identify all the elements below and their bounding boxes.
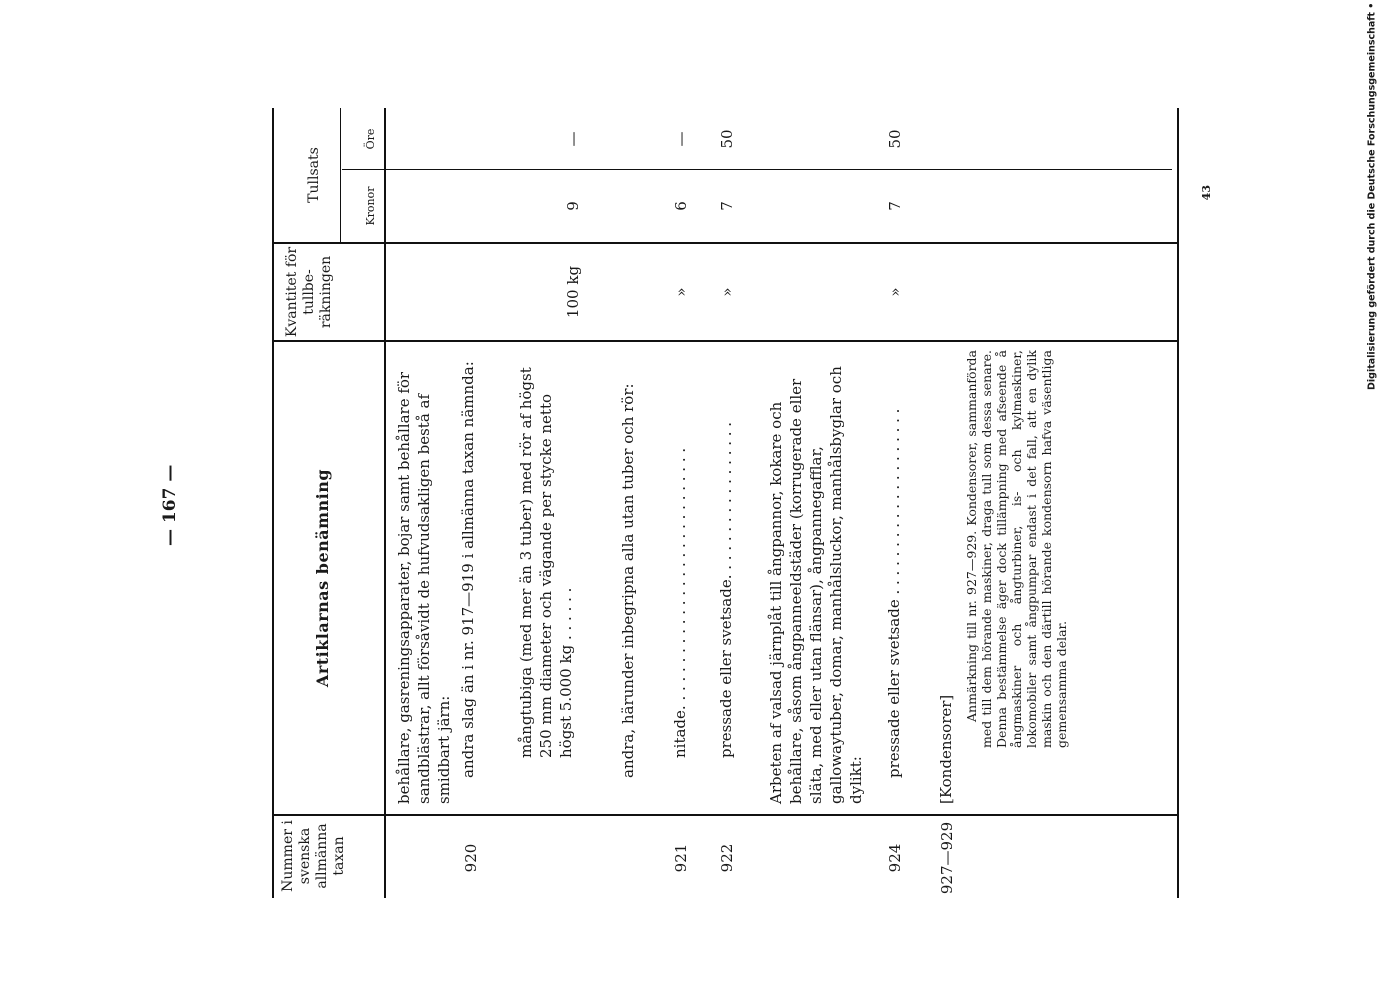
row-924-kronor: 7 xyxy=(886,201,904,211)
row-927-text: [Kondensorer] xyxy=(937,694,955,804)
credit-text: Digitalisierung gefördert durch die Deutsche Forschungsgemeinschaft • xyxy=(1366,2,1378,390)
row-922-kronor: 7 xyxy=(718,201,736,211)
header-article: Artiklarnas benämning xyxy=(313,468,332,688)
row-924-text: pressade eller svetsade . . . . . . . . . . . . . . . . . . . . xyxy=(885,408,903,778)
dfg-credit xyxy=(1362,2,1382,390)
tullsats-subrule xyxy=(340,108,341,242)
table-top-rule xyxy=(272,108,274,898)
row-920b-ore: — xyxy=(564,131,582,147)
row-920-number: 920 xyxy=(462,843,480,873)
row-922-number: 922 xyxy=(718,843,736,873)
header-ore: Öre xyxy=(364,128,377,150)
row-921-text: nitade. . . . . . . . . . . . . . . . . . . . . . . . . . . . xyxy=(671,447,689,758)
header-quantity: Kvantitet för tullbe- räkningen xyxy=(284,246,334,338)
header-tariff: Tullsats xyxy=(306,147,322,203)
row-intro-text: behållare, gasreningsapparater, bojar samt behållare för sandblästrar, allt försåvidt de hufvudsakligen bestå af smidbart järn: xyxy=(395,371,453,804)
row-920-text: andra slag än i nr. 917—919 i allmänna taxan nämnda: xyxy=(459,361,477,778)
row-920b-quantity: 100 kg xyxy=(564,265,582,319)
page-number: — 167 — xyxy=(160,464,180,546)
row-922-ore: 50 xyxy=(718,129,736,149)
row-924-quantity: » xyxy=(886,287,904,297)
row-921-ore: — xyxy=(672,131,690,147)
row-922-quantity: » xyxy=(718,287,736,297)
row-921-quantity: » xyxy=(672,287,690,297)
row-927-number: 927—929 xyxy=(938,821,956,895)
tariff-table xyxy=(272,108,1180,898)
row-924-number: 924 xyxy=(886,843,904,873)
col-divider-3 xyxy=(272,242,1179,244)
row-924-ore: 50 xyxy=(886,129,904,149)
row-921-number: 921 xyxy=(672,843,690,873)
row-920b-text: mångtubiga (med mer än 3 tuber) med rör af högst 250 mm diameter och vägande per stycke netto högst 5.000 kg . . . . . . xyxy=(517,367,575,758)
row-922-text: pressade eller svetsade. . . . . . . . . . . . . . . . . xyxy=(717,421,735,758)
header-kronor: Kronor xyxy=(364,186,377,226)
row-920b-kronor: 9 xyxy=(564,201,582,211)
row-921a-text: andra, härunder inbegripna alla utan tuber och rör: xyxy=(619,383,637,778)
note-paragraph: Anmärkning till nr. 927—929. Kondensorer, sammanförda med till dem hörande maskiner, draga tull som dessa senare. Denna bestämmelse äger dock tillämpning med afseende å ångmaskiner och ångturbiner, is- och kylmaskiner, lokomobiler samt ångpumpar endast i det fall, att en dylik maskin och den därtill hörande kondensorn hafva väsentliga gemensamma delar. xyxy=(964,350,1069,748)
header-rule xyxy=(384,108,386,898)
side-number: 43 xyxy=(1200,185,1213,201)
row-921-kronor: 6 xyxy=(672,201,690,211)
table-bottom-rule xyxy=(1177,108,1179,898)
col-divider-2 xyxy=(272,340,1179,342)
row-923-text: Arbeten af valsad järnplåt till ångpannor, kokare och behållare, såsom ångpanneeldstäder (korrugerade eller släta, med eller utan flänsar), ångpannegafflar, gallowaytuber, domar, manhålsluckor, manhålsbyglar och dylikt: xyxy=(767,366,865,804)
col-divider-kr-ore xyxy=(342,169,1172,170)
header-number: Nummer i svenska allmänna taxan xyxy=(280,820,347,892)
